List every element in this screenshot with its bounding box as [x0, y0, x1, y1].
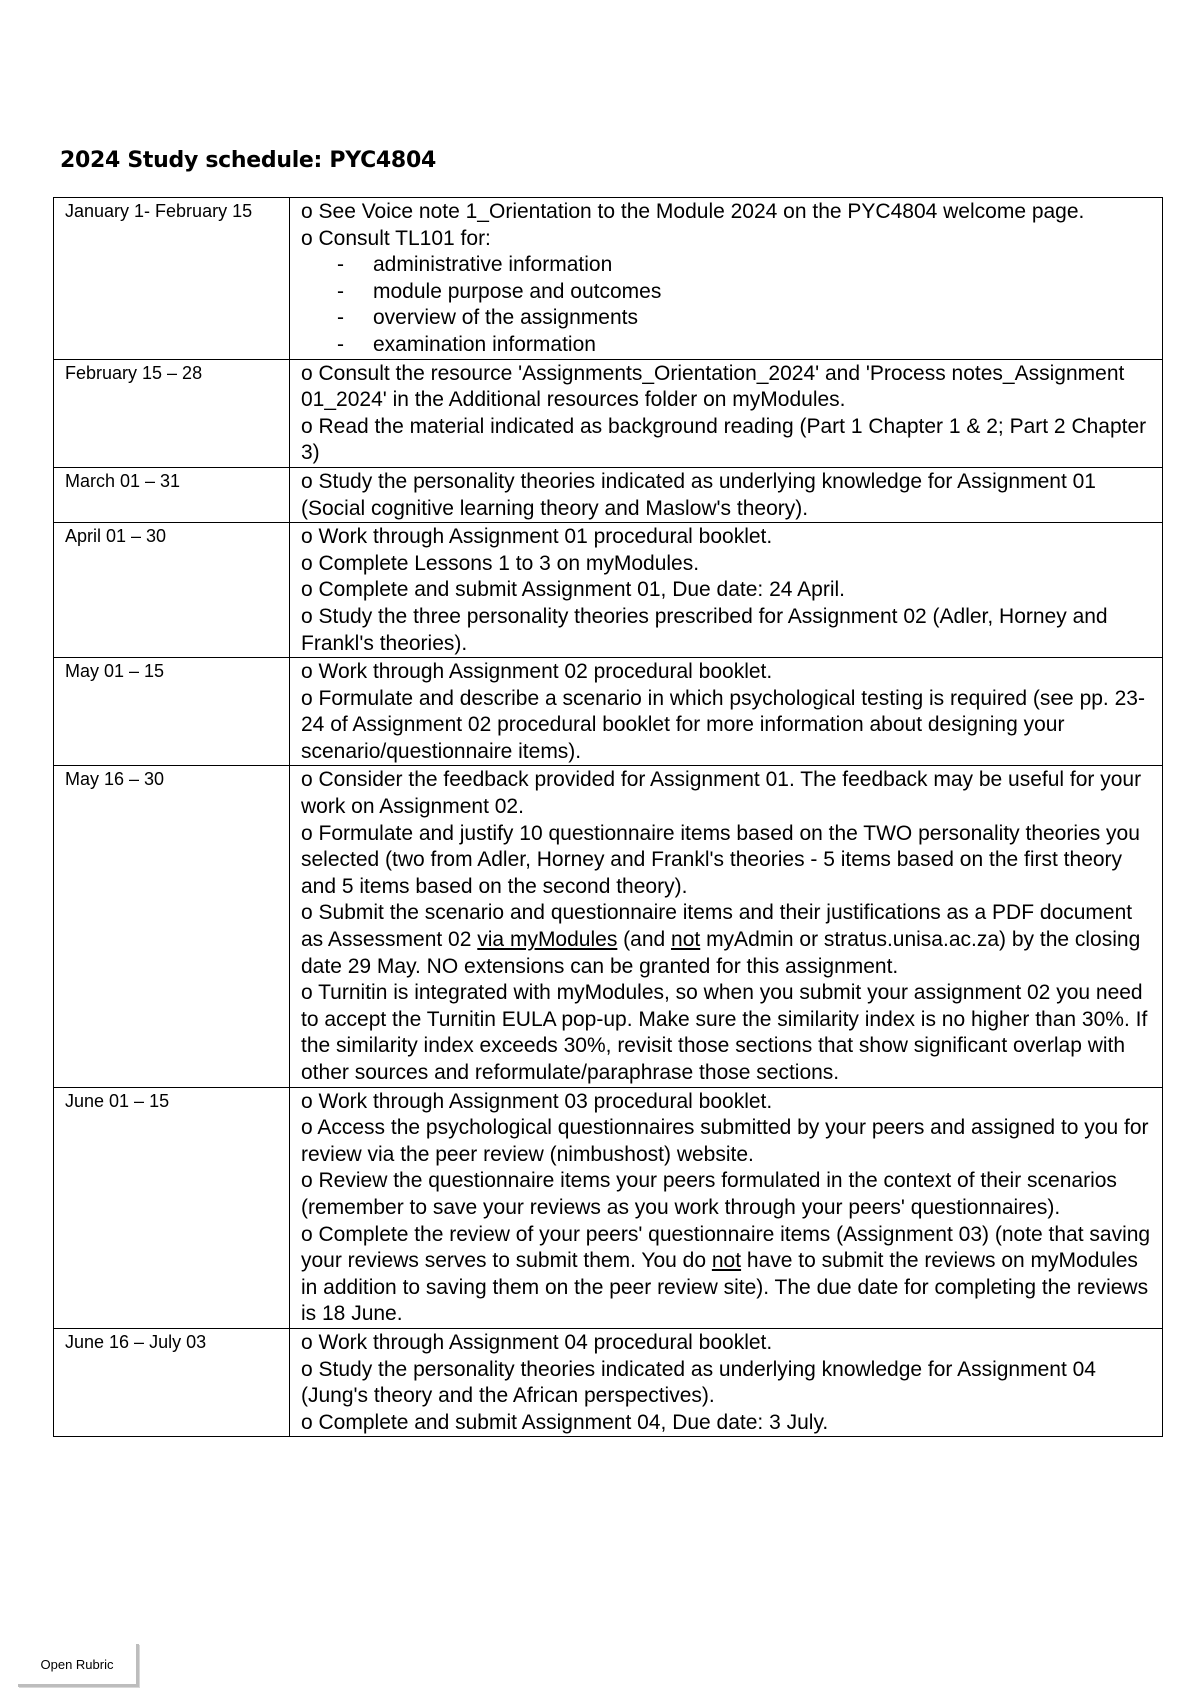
task-item: o See Voice note 1_Orientation to the Module 2024 on the PYC4804 welcome page. [301, 200, 1085, 223]
schedule-period: February 15 – 28 [54, 359, 290, 467]
schedule-tasks [290, 1087, 1163, 1328]
schedule-tasks [290, 359, 1163, 467]
task-bullet-item [301, 332, 1156, 359]
task-item: o Complete and submit Assignment 01, Due date: 24 April. [301, 578, 845, 602]
task-text: myAdmin or stratus.unisa.ac.za) by the closing date 29 May. NO extensions can be granted for this assignment. [301, 928, 1141, 978]
schedule-tasks [290, 198, 1163, 360]
task-item: o Access the psychological questionnaires submitted by your peers and assigned to you for review via the peer review (nimbushost) website. [301, 1116, 1149, 1166]
task-item: o Work through Assignment 04 procedural booklet. [301, 1330, 773, 1354]
schedule-row [54, 359, 1163, 467]
schedule-tasks [290, 766, 1163, 1087]
schedule-row [54, 467, 1163, 522]
task-item: o Review the questionnaire items your peers formulated in the context of their scenarios (remember to save your reviews as you work through your peers' questionnaires). [301, 1169, 1117, 1219]
task-item: o Consider the feedback provided for Assignment 01. The feedback may be useful for your work on Assignment 02. [301, 768, 1142, 819]
task-item [301, 900, 1156, 980]
underlined-text: not [711, 1249, 742, 1273]
task-bullet-text: administrative information [373, 253, 613, 277]
task-item: o Study the three personality theories prescribed for Assignment 02 (Adler, Horney and Frankl's theories). [301, 604, 1108, 655]
schedule-row [54, 1087, 1163, 1328]
task-item: o Formulate and describe a scenario in which psychological testing is required (see pp. 23-24 of Assignment 02 procedural booklet for more information about designing your scenario/questionnaire items). [301, 686, 1145, 763]
underlined-text: not [671, 928, 701, 952]
schedule-row [54, 766, 1163, 1087]
schedule-period: January 1- February 15 [54, 198, 290, 360]
schedule-row [54, 658, 1163, 766]
schedule-row [54, 1328, 1163, 1436]
task-item: o Study the personality theories indicated as underlying knowledge for Assignment 01 (Social cognitive learning theory and Maslow's theory). [301, 469, 1096, 520]
task-bullet-item [301, 252, 1156, 279]
task-item: o Complete and submit Assignment 04, Due date: 3 July. [301, 1410, 829, 1434]
schedule-period: May 16 – 30 [54, 766, 290, 1087]
task-text: o Complete the review of your peers' questionnaire items (Assignment 03) (note that saving your reviews serves to submit them. You do [301, 1222, 1151, 1273]
schedule-period: June 16 – July 03 [54, 1328, 290, 1436]
task-item [301, 1222, 1156, 1328]
schedule-period: April 01 – 30 [54, 523, 290, 658]
task-bullet-text: module purpose and outcomes [373, 279, 662, 303]
schedule-row [54, 523, 1163, 658]
schedule-period: June 01 – 15 [54, 1087, 290, 1328]
task-item: o Consult TL101 for: [301, 226, 491, 250]
task-bullet-text: overview of the assignments [373, 306, 638, 330]
schedule-tasks [290, 467, 1163, 522]
task-text: o Submit the scenario and questionnaire items and their justifications as a PDF document as Assessment 02 [301, 901, 1133, 952]
schedule-body [54, 198, 1163, 1437]
task-text: have to submit the reviews on myModules in addition to saving them on the peer review site). The due date for completing the reviews is 18 June. [301, 1249, 1149, 1326]
schedule-tasks [290, 523, 1163, 658]
task-bullet-text: examination information [373, 332, 596, 356]
task-item: o Turnitin is integrated with myModules, so when you submit your assignment 02 you need to accept the Turnitin EULA pop-up. Make sure the similarity index is no higher than 30%. If the similarity index exceeds 30%, revisit those sections that show significant overlap with other sources and reformulate/paraphrase those sections. [301, 981, 1148, 1084]
task-text: (and [617, 928, 672, 952]
task-item: o Formulate and justify 10 questionnaire items based on the TWO personality theories you selected (two from Adler, Horney and Frankl's theories - 5 items based on the first theory and 5 items based on the second theory). [301, 821, 1140, 898]
schedule-tasks [290, 658, 1163, 766]
task-bullet-item [301, 305, 1156, 332]
task-item: o Work through Assignment 02 procedural booklet. [301, 660, 773, 684]
schedule-tasks [290, 1328, 1163, 1436]
schedule-period: March 01 – 31 [54, 467, 290, 522]
task-item: o Read the material indicated as background reading (Part 1 Chapter 1 & 2; Part 2 Chapter 3) [301, 414, 1147, 465]
study-schedule-table [53, 197, 1163, 1437]
schedule-row [54, 198, 1163, 360]
task-item: o Study the personality theories indicated as underlying knowledge for Assignment 04 (Jung's theory and the African perspectives). [301, 1357, 1096, 1408]
open-rubric-button[interactable]: Open Rubric [18, 1644, 139, 1687]
task-bullet-item [301, 279, 1156, 306]
schedule-period: May 01 – 15 [54, 658, 290, 766]
task-item: o Consult the resource 'Assignments_Orientation_2024' and 'Process notes_Assignment 01_2024' in the Additional resources folder on myModules. [301, 361, 1125, 412]
task-item: o Work through Assignment 03 procedural booklet. [301, 1089, 773, 1113]
underlined-text: via myModules [477, 928, 618, 952]
task-item: o Complete Lessons 1 to 3 on myModules. [301, 551, 700, 575]
task-item: o Work through Assignment 01 procedural booklet. [301, 525, 773, 549]
page-title: 2024 Study schedule: PYC4804 [60, 148, 436, 173]
